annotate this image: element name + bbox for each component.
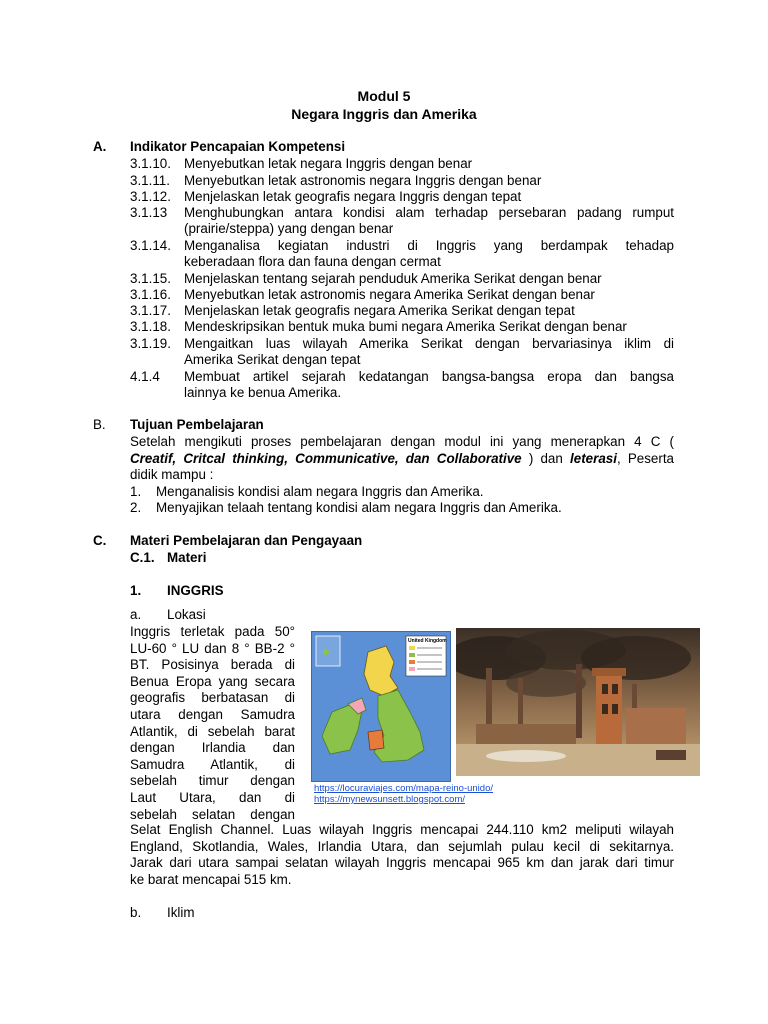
- intro-line: Setelah mengikuti proses pembelajaran dengan modul ini yang menerapkan 4 C (: [130, 434, 674, 449]
- goal-number: 1.: [130, 484, 142, 499]
- paragraph-line: utara dengan Samudra: [130, 706, 295, 722]
- module-number: Modul 5: [357, 88, 411, 104]
- section-c-letter: C.: [93, 533, 107, 548]
- indicator-item: [130, 188, 674, 205]
- uk-map-image: [311, 631, 451, 782]
- indicator-item-continued: [130, 351, 674, 368]
- indicator-text: Menganalisa kegiatan industri di Inggris yang berdampak tehadap: [184, 238, 674, 253]
- indicator-text: Menjelaskan letak geografis negara Inggris dengan tepat: [184, 189, 522, 204]
- indicator-text: (prairie/steppa) yang dengan benar: [184, 221, 394, 236]
- topic-title: INGGRIS: [167, 583, 224, 598]
- indicator-number: 3.1.18.: [130, 319, 171, 334]
- indicator-text: Mengaitkan luas wilayah Amerika Serikat dengan bervariasinya iklim di: [184, 336, 674, 351]
- sub-a-title: Lokasi: [167, 607, 206, 622]
- paragraph-line: Benua Eropa yang secara: [130, 673, 295, 689]
- indicator-item: [130, 335, 674, 352]
- indicator-item: [130, 286, 674, 303]
- map-source-link[interactable]: https://locuraviajes.com/mapa-reino-unido/: [314, 783, 494, 794]
- indicator-number: 3.1.15.: [130, 271, 171, 286]
- intro-line: didik mampu :: [130, 467, 214, 482]
- sub-b-title: Iklim: [167, 905, 195, 920]
- module-title: Negara Inggris dan Amerika: [291, 106, 477, 122]
- section-a-letter: A.: [93, 139, 107, 154]
- section-b-letter: B.: [93, 417, 106, 432]
- location-paragraph: [130, 624, 295, 823]
- indicator-item: [130, 318, 674, 335]
- indicator-item: [130, 204, 674, 221]
- section-b-intro: [130, 434, 674, 484]
- sub-a-letter: a.: [130, 607, 142, 622]
- indicator-item-continued: [130, 220, 674, 237]
- goal-text: Menyajikan telaah tentang kondisi alam negara Inggris dan Amerika.: [156, 500, 562, 515]
- paragraph-line: sebelah selatan dengan: [130, 806, 295, 822]
- indicator-number: 3.1.19.: [130, 336, 171, 351]
- map-title: United Kingdom: [408, 638, 447, 644]
- indicator-item: [130, 237, 674, 254]
- intro-line: [130, 451, 674, 468]
- indicator-number: 3.1.12.: [130, 189, 171, 204]
- indicator-text: Menyebutkan letak astronomis negara Inggris dengan benar: [184, 173, 542, 188]
- indicator-number: 4.1.4: [130, 369, 160, 384]
- indicator-text: keberadaan flora dan fauna dengan cermat: [184, 254, 441, 269]
- literacy-term: leterasi: [570, 450, 617, 466]
- intro-connector: , Peserta: [616, 450, 675, 466]
- indicator-text: lainnya ke benua Amerika.: [184, 385, 342, 400]
- indicator-number: 3.1.11.: [130, 173, 170, 188]
- indicator-text: Membuat artikel sejarah kedatangan bangsa-bangsa eropa dan bangsa: [184, 369, 674, 384]
- goal-item: [130, 499, 674, 516]
- paragraph-line: Samudra Atlantik, di: [130, 756, 295, 772]
- paragraph-line: sebelah timur dengan: [130, 773, 295, 789]
- indicator-item-continued: [130, 253, 674, 270]
- location-paragraph-continued: [130, 822, 674, 888]
- indicator-text: Menyebutkan letak negara Inggris dengan benar: [184, 156, 473, 171]
- subsection-title: Materi: [167, 550, 207, 565]
- intro-connector: ) dan: [521, 450, 571, 466]
- goal-item: [130, 483, 674, 500]
- paragraph-line: geografis berbatasan di: [130, 690, 295, 706]
- paragraph-line: Inggris terletak pada 50°: [130, 624, 295, 639]
- indicator-item: [130, 270, 674, 287]
- indicator-item: [130, 302, 674, 319]
- section-b-title: Tujuan Pembelajaran: [130, 417, 264, 432]
- indicator-number: 3.1.10.: [130, 156, 171, 171]
- paragraph-line: BT. Posisinya berada di: [130, 657, 295, 673]
- paragraph-line: LU-60 ° LU dan 8 ° BB-2 °: [130, 640, 295, 656]
- paragraph-line: dengan Irlandia dan: [130, 740, 295, 756]
- topic-number: 1.: [130, 583, 142, 598]
- indicator-item: [130, 172, 674, 189]
- section-a-title: Indikator Pencapaian Kompetensi: [130, 139, 346, 154]
- indicator-text: Menghubungkan antara kondisi alam terhadap persebaran padang rumput: [184, 205, 674, 220]
- industrial-revolution-painting: [456, 628, 700, 776]
- paragraph-line: Laut Utara, dan di: [130, 789, 295, 805]
- sub-b-letter: b.: [130, 905, 142, 920]
- indicator-item: [130, 155, 674, 172]
- indicator-number: 3.1.13: [130, 205, 168, 220]
- indicator-number: 3.1.14.: [130, 238, 171, 253]
- indicator-text: Mendeskripsikan bentuk muka bumi negara Amerika Serikat dengan benar: [184, 319, 627, 334]
- indicator-text: Menyebutkan letak astronomis negara Amerika Serikat dengan benar: [184, 287, 595, 302]
- indicator-number: 3.1.17.: [130, 303, 171, 318]
- indicator-text: Menjelaskan letak geografis negara Amerika Serikat dengan tepat: [184, 303, 575, 318]
- goal-number: 2.: [130, 500, 142, 515]
- goal-text: Menganalisis kondisi alam negara Inggris dan Amerika.: [156, 484, 484, 499]
- painting-source-link[interactable]: https://mynewsunsett.blogspot.com/: [314, 794, 466, 805]
- paragraph-line: Selat English Channel. Luas wilayah Inggris mencapai 244.110 km2 meliputi wilayah: [130, 822, 674, 837]
- indicator-item: [130, 368, 674, 385]
- indicator-number: 3.1.16.: [130, 287, 171, 302]
- paragraph-line: England, Skotlandia, Wales, Irlandia Utara, dan sejumlah pulau kecil di sekitarnya.: [130, 838, 674, 854]
- paragraph-line: Atlantik, di sebelah barat: [130, 723, 295, 739]
- indicator-item-continued: [130, 384, 674, 401]
- indicator-text: Amerika Serikat dengan tepat: [184, 352, 361, 367]
- paragraph-line: Jarak dari utara sampai selatan wilayah Inggris mencapai 965 km dan jarak dari timur: [130, 855, 674, 870]
- four-c-terms: Creatif, Critcal thinking, Communicative, dan Collaborative: [130, 450, 522, 466]
- subsection-number: C.1.: [130, 550, 155, 565]
- factory-scene-graphic: [456, 628, 700, 776]
- uk-map-graphic: [312, 632, 450, 781]
- paragraph-line: ke barat mencapai 515 km.: [130, 871, 292, 887]
- indicator-text: Menjelaskan tentang sejarah penduduk Amerika Serikat dengan benar: [184, 271, 602, 286]
- section-c-title: Materi Pembelajaran dan Pengayaan: [130, 533, 363, 548]
